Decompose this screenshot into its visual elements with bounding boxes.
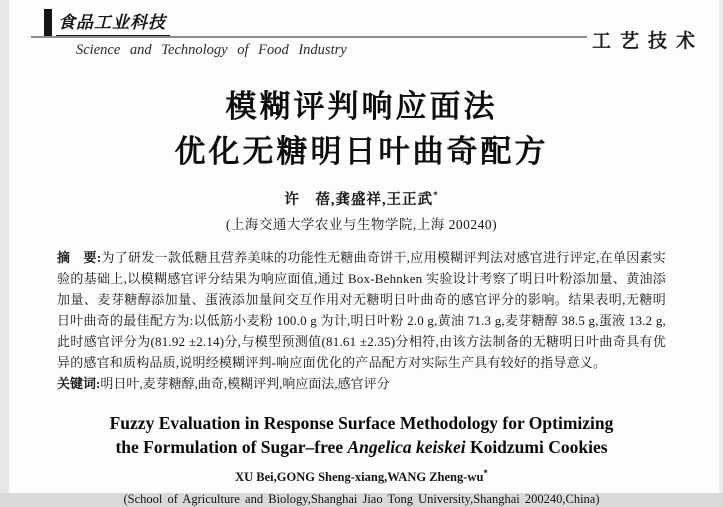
authors-cn-names: 许 蓓,龚盛祥,王正武 xyxy=(284,192,434,208)
title-en-species-name: Angelica keiskei xyxy=(347,437,466,457)
authors-en xyxy=(0,467,723,485)
corresponding-author-mark-cn: * xyxy=(433,190,439,201)
article-front-matter xyxy=(0,84,723,507)
section-label: 工艺技术 xyxy=(592,31,705,52)
article-title-cn-line1: 模糊评判响应面法 xyxy=(225,89,498,124)
masthead-black-bar xyxy=(44,9,52,37)
corresponding-author-mark-en: * xyxy=(483,467,488,478)
authors-en-names: XU Bei,GONG Sheng-xiang,WANG Zheng-wu xyxy=(235,470,484,484)
article-title-cn-line2: 优化无糖明日叶曲奇配方 xyxy=(174,134,549,169)
article-title-en-line1: Fuzzy Evaluation in Response Surface Methodology for Optimizing xyxy=(109,413,614,433)
abstract-label: 摘 要: xyxy=(57,250,102,265)
abstract xyxy=(57,247,666,373)
keywords-text: 明日叶,麦芽糖醇,曲奇,模糊评判,响应面法,感官评分 xyxy=(100,376,390,391)
article-title-en-line2 xyxy=(0,435,723,459)
abstract-text: 为了研发一款低糖且营养美味的功能性无糖曲奇饼干,应用模糊评判法对感官进行评定,在单因素实验的基础上,以模糊感官评分结果为响应面值,通过 Box-Behnken 实验设计考察了明日叶粉添加量、黄油添加量、麦芽糖醇添加量、蛋液添加量间交互作用对无糖明日叶曲奇的感官评分的影响。结果表明,无糖明日叶曲奇的最佳配方为:以低筋小麦粉 100.0 g 为计,明日叶粉 2.0 g,黄油 71.3 g,麦芽糖醇 38.5 g,蛋液 13.2 g,此时感官评分为(81.92 ±2.14)分,与模型预测值(81.61 ±2.35)分相符,由该方法制备的无糖明日叶曲奇具有优异的感官和质构品质,说明经模糊评判-响应面优化的产品配方对实际生产具有较好的指导意义。 xyxy=(57,250,666,370)
title-en-line2-post: Koidzumi Cookies xyxy=(465,437,608,457)
authors-cn xyxy=(0,188,723,209)
journal-name-english: Science and Technology of Food Industry xyxy=(76,42,347,58)
title-en-line2-pre: the Formulation of Sugar–free xyxy=(115,437,348,457)
affiliation-cn: (上海交通大学农业与生物学院,上海 200240) xyxy=(225,217,498,232)
journal-logo-cn: 食品工业科技 xyxy=(56,8,170,36)
article-title-cn xyxy=(0,84,723,174)
affiliation-en: (School of Agriculture and Biology,Shanghai Jiao Tong University,Shanghai 200240,China) xyxy=(123,492,600,506)
keywords xyxy=(57,373,666,394)
keywords-label: 关键词: xyxy=(57,376,101,391)
header-divider-rule xyxy=(31,36,587,38)
article-title-en xyxy=(0,411,723,459)
